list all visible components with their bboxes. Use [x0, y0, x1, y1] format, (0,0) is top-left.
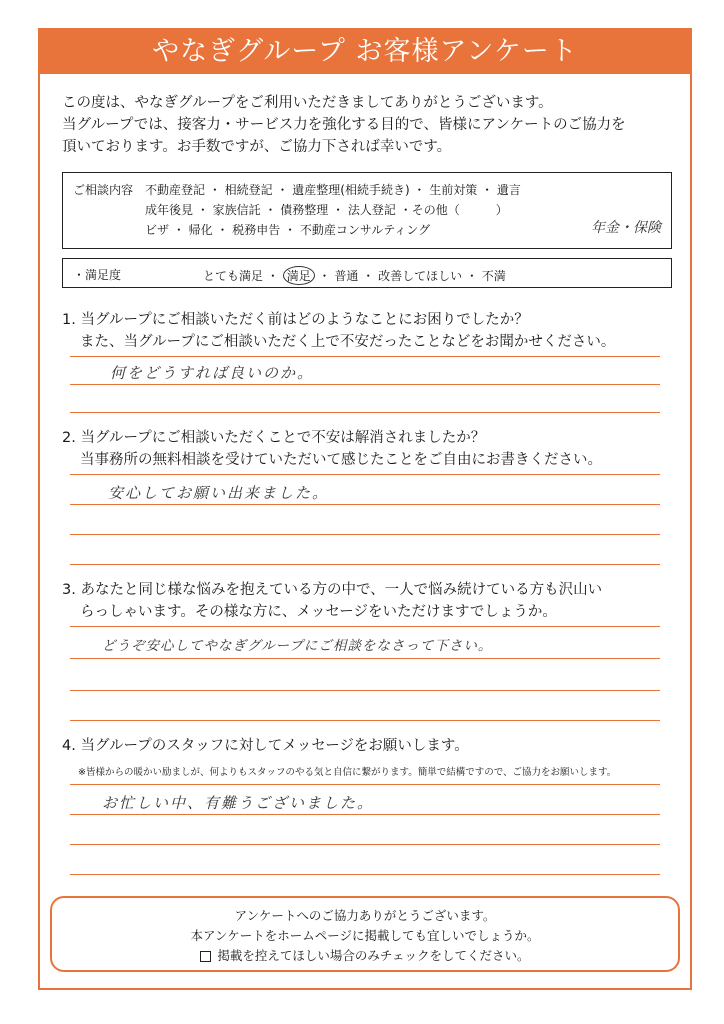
intro-text: [62, 92, 682, 158]
consultation-options-row[interactable]: 成年後見 ・ 家族信託 ・ 債務整理 ・ 法人登記 ・その他（ ）: [145, 203, 508, 217]
answer-line: [70, 844, 660, 845]
intro-line: この度は、やなぎグループをご利用いただきましてありがとうございます。: [62, 95, 553, 111]
question-1-line-1: 1. 当グループにご相談いただく前はどのようなことにお困りでしたか？: [62, 312, 529, 328]
question-2-answer[interactable]: 安心してお願い出来ました。: [108, 484, 330, 502]
question-3-line-1: 3. あなたと同じ様な悩みを抱えている方の中で、一人で悩み続けている方も沢山い: [62, 582, 603, 598]
question-4-line-1: 4. 当グループのスタッフに対してメッセージをお願いします。: [62, 738, 469, 754]
question-3-answer[interactable]: どうぞ安心してやなぎグループにご相談をなさって下さい。: [102, 638, 493, 654]
answer-line: [70, 784, 660, 785]
consultation-options-row[interactable]: 不動産登記 ・ 相続登記 ・ 遺産整理(相続手続き) ・ 生前対策 ・ 遺言: [145, 183, 521, 197]
satisfaction-option-needs-improvement[interactable]: 改善してほしい: [378, 269, 463, 283]
question-4-answer[interactable]: お忙しい中、有難うございました。: [102, 794, 375, 812]
answer-line: [70, 720, 660, 721]
intro-line: 頂いております。お手数ですが、ご協力下されば幸いです。: [62, 139, 452, 155]
opt-out-checkbox[interactable]: [200, 951, 211, 962]
satisfaction-label: ・満足度: [73, 268, 122, 282]
satisfaction-option-satisfied-selected[interactable]: 満足: [283, 266, 315, 285]
question-1-line-2: また、当グループにご相談いただく上で不安だったことなどをお聞かせください。: [80, 334, 616, 350]
answer-line: [70, 534, 660, 535]
page-title: やなぎグループ お客様アンケート: [40, 30, 690, 74]
answer-line: [70, 384, 660, 385]
survey-form: [38, 28, 692, 990]
answer-line: [70, 874, 660, 875]
closing-permission-question: 本アンケートをホームページに掲載しても宜しいでしょうか。: [190, 928, 540, 943]
answer-line: [70, 474, 660, 475]
intro-line: 当グループでは、接客力・サービス力を強化する目的で、皆様にアンケートのご協力を: [62, 117, 626, 133]
question-2-line-1: 2. 当グループにご相談いただくことで不安は解消されましたか？: [62, 430, 486, 446]
answer-line: [70, 504, 660, 505]
question-3-line-2: らっしゃいます。その様な方に、メッセージをいただけますでしょうか。: [80, 604, 557, 620]
consultation-options-row[interactable]: ビザ ・ 帰化 ・ 税務申告 ・ 不動産コンサルティング: [145, 223, 431, 237]
answer-line: [70, 690, 660, 691]
answer-line: [70, 626, 660, 627]
answer-line: [70, 412, 660, 413]
answer-line: [70, 564, 660, 565]
closing-opt-out: [52, 946, 678, 964]
satisfaction-separator: ・: [465, 269, 478, 283]
consultation-other-handwritten: 年金・保険: [591, 220, 661, 236]
satisfaction-options: [203, 266, 506, 285]
satisfaction-box: [62, 258, 672, 288]
opt-out-label: 掲載を控えてほしい場合のみチェックをしてください。: [217, 948, 530, 963]
consultation-box: [62, 172, 672, 249]
question-4-note: ※皆様からの暖かい励ましが、何よりもスタッフのやる気と自信に繋がります。簡単で結構ですので、ご協力をお願いします。: [78, 767, 617, 778]
satisfaction-separator: ・: [266, 269, 279, 283]
closing-thanks: アンケートへのご協力ありがとうございます。: [234, 908, 496, 923]
satisfaction-separator: ・: [362, 269, 375, 283]
satisfaction-option-very-satisfied[interactable]: とても満足: [203, 269, 264, 283]
consultation-label: ご相談内容: [73, 183, 134, 197]
satisfaction-option-dissatisfied[interactable]: 不満: [481, 269, 506, 283]
answer-line: [70, 658, 660, 659]
answer-line: [70, 814, 660, 815]
closing-box: [50, 896, 680, 972]
question-2-line-2: 当事務所の無料相談を受けていただいて感じたことをご自由にお書きください。: [80, 452, 602, 468]
satisfaction-separator: ・: [318, 269, 331, 283]
answer-line: [70, 356, 660, 357]
satisfaction-option-normal[interactable]: 普通: [334, 269, 359, 283]
question-1-answer[interactable]: 何をどうすれば良いのか。: [110, 364, 315, 382]
